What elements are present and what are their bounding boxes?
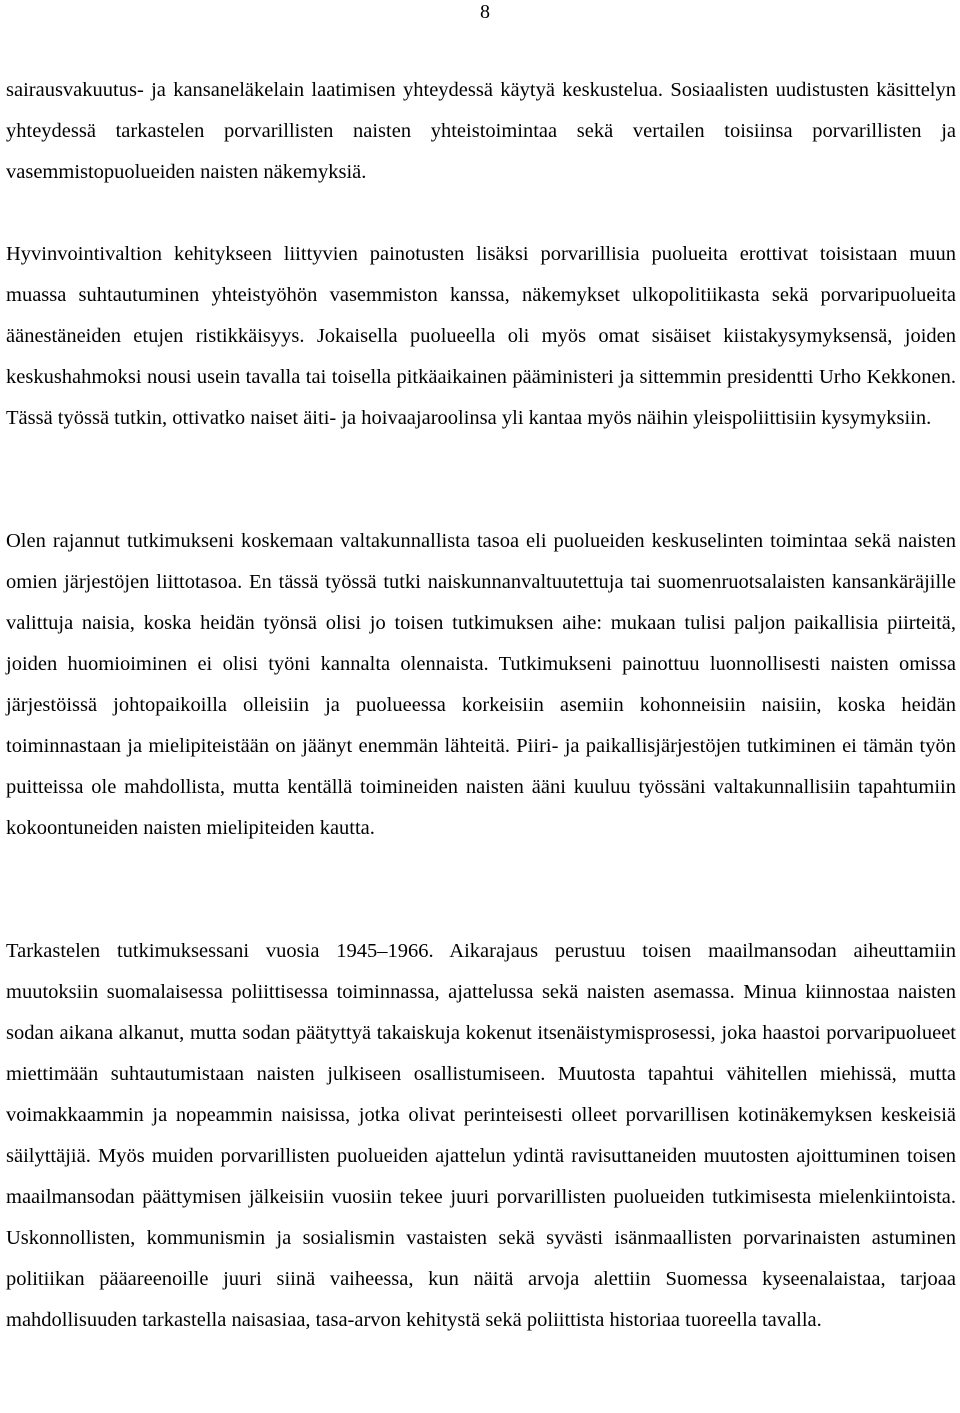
paragraph-3: Olen rajannut tutkimukseni koskemaan valtakunnallista tasoa eli puolueiden keskuselinten toimintaa sekä naisten omien järjestöjen liittotasoa. En tässä työssä tutki naiskunnanvaltuutettuja tai suomenruotsalaisten kansankäräjille valittuja naisia, koska heidän työnsä olisi jo toisen tutkimuksen aihe: mukaan tulisi paljon paikallisia piirteitä, joiden huomioiminen ei olisi työni kannalta olennaista. Tutkimukseni painottuu luonnollisesti naisten omissa järjestöissä johtopaikoilla olleisiin ja puolueessa korkeisiin asemiin kohonneisiin naisiin, koska heidän toiminnastaan ja mielipiteistään on jäänyt enemmän lähteitä. Piiri- ja paikallisjärjestöjen tutkiminen ei tämän työn puitteissa ole mahdollista, mutta kentällä toimineiden naisten ääni kuuluu työssäni valtakunnallisiin tapahtumiin kokoontuneiden naisten mielipiteiden kautta. xyxy=(6,530,956,839)
paragraph-1: sairausvakuutus- ja kansaneläkelain laatimisen yhteydessä käytyä keskustelua. Sosiaalisten uudistusten käsittelyn yhteydessä tarkastelen porvarillisten naisten yhteistoimintaa sekä vertailen toisiinsa porvarillisten ja vasemmistopuolueiden naisten näkemyksiä. xyxy=(6,79,956,183)
paragraph-2: Hyvinvointivaltion kehitykseen liittyvien painotusten lisäksi porvarillisia puolueita erottivat toisistaan muun muassa suhtautuminen yhteistyöhön vasemmiston kanssa, näkemykset ulkopolitiikasta sekä porvaripuolueita äänestäneiden etujen ristikkäisyys. Jokaisella puolueella oli myös omat sisäiset kiistakysymyksensä, joiden keskushahmoksi nousi usein tavalla tai toisella pitkäaikainen pääministeri ja sittemmin presidentti Urho Kekkonen. Tässä työssä tutkin, ottivatko naiset äiti- ja hoivaajaroolinsa yli kantaa myös näihin yleispoliittisiin kysymyksiin. xyxy=(6,243,956,429)
page-number: 8 xyxy=(480,1,490,23)
paragraph-4: Tarkastelen tutkimuksessani vuosia 1945–1966. Aikarajaus perustuu toisen maailmansodan aiheuttamiin muutoksiin suomalaisessa poliittisessa toiminnassa, ajattelussa sekä naisten asemassa. Minua kiinnostaa naisten sodan aikana alkanut, mutta sodan päätyttyä takaiskuja kokenut itsenäistymisprosessi, joka haastoi porvaripuolueet miettimään suhtautumistaan naisten julkiseen osallistumiseen. Muutosta tapahtui vähitellen miehissä, mutta voimakkaammin ja nopeammin naisissa, jotka olivat perinteisesti olleet porvarillisen kotinäkemyksen keskeisiä säilyttäjiä. Myös muiden porvarillisten puolueiden ajattelun ydintä ravisuttaneiden muutosten ajoittuminen toisen maailmansodan päättymisen jälkeisiin vuosiin tekee juuri porvarillisten puolueiden tutkimisesta mielenkiintoista. Uskonnollisten, kommunismin ja sosialismin vastaisten sekä syvästi isänmaallisten porvarinaisten astuminen politiikan pääareenoille juuri siinä vaiheessa, kun näitä arvoja alettiin Suomessa kyseenalaistaa, tarjoaa mahdollisuuden tarkastella naisasiaa, tasa-arvon kehitystä sekä poliittista historiaa tuoreella tavalla. xyxy=(6,940,956,1331)
